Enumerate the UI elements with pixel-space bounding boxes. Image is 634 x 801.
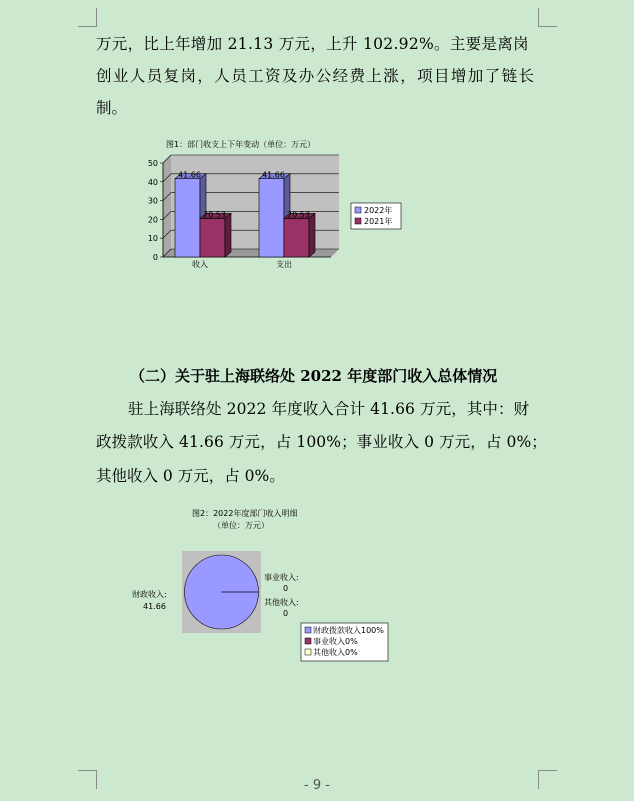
x-tick-label: 支出 xyxy=(276,260,292,269)
bar-2021年-支出 xyxy=(284,218,309,257)
pie-label-shiye-value: 0 xyxy=(283,584,289,593)
paragraph-line-6: 政拨款收入 41.66 万元，占 100%；事业收入 0 万元，占 0%； xyxy=(96,433,547,451)
pie-label-qita-name: 其他收入: xyxy=(264,598,299,607)
bar-chart xyxy=(148,155,401,269)
pie-legend-label: 事业收入0% xyxy=(313,637,358,646)
pie-legend-swatch xyxy=(305,638,311,644)
plot-side-wall xyxy=(163,155,171,257)
y-tick-label: 30 xyxy=(147,196,158,206)
x-tick-label: 收入 xyxy=(192,260,208,269)
y-tick-label: 0 xyxy=(152,253,158,262)
paragraph-line-7: 其他收入 0 万元，占 0%。 xyxy=(96,467,285,485)
pie-legend-label: 其他收入0% xyxy=(313,648,358,657)
page-number: - 9 - xyxy=(304,778,330,793)
data-label: 20.53 xyxy=(203,210,226,220)
paragraph-line-1: 万元，比上年增加 21.13 万元，上升 102.92%。主要是离岗 xyxy=(96,35,529,53)
bar-2022年-收入 xyxy=(175,179,200,257)
pie-label-caizheng-value: 41.66 xyxy=(143,602,166,611)
data-label: 41.66 xyxy=(262,170,285,180)
pie-legend-swatch xyxy=(305,627,311,633)
chart2-title: 图2：2022年度部门收入明细 xyxy=(192,509,298,518)
paragraph-line-3: 制。 xyxy=(96,99,128,117)
section-heading: （二）关于驻上海联络处 2022 年度部门收入总体情况 xyxy=(130,367,498,385)
pie-legend-swatch xyxy=(305,649,311,655)
legend-swatch xyxy=(355,218,361,224)
paragraph-line-5: 驻上海联络处 2022 年度收入合计 41.66 万元，其中：财 xyxy=(128,400,530,418)
bar-2021年-收入 xyxy=(200,218,225,257)
pie-chart xyxy=(132,551,388,661)
bar-side-2021年-支出 xyxy=(309,213,315,257)
legend-label: 2021年 xyxy=(364,217,393,226)
chart1-title: 图1：部门收支上下年变动（单位：万元） xyxy=(166,140,316,149)
pie-label-qita-value: 0 xyxy=(283,609,289,618)
y-tick-label: 50 xyxy=(147,159,158,168)
pie-legend-label: 财政拨款收入100% xyxy=(313,626,384,635)
legend-swatch xyxy=(355,207,361,213)
pie-label-caizheng-name: 财政收入: xyxy=(132,590,167,599)
paragraph-line-2: 创业人员复岗，人员工资及办公经费上涨，项目增加了链长 xyxy=(96,67,536,85)
bar-side-2021年-收入 xyxy=(225,213,231,257)
bar-2022年-支出 xyxy=(259,179,284,257)
data-label: 20.53 xyxy=(287,210,310,220)
pie-label-shiye-name: 事业收入: xyxy=(264,573,299,582)
y-tick-label: 10 xyxy=(147,234,158,244)
y-tick-label: 40 xyxy=(147,177,158,187)
legend-label: 2022年 xyxy=(364,206,393,215)
y-tick-label: 20 xyxy=(147,215,158,225)
chart2-subtitle: （单位：万元） xyxy=(213,521,269,530)
data-label: 41.66 xyxy=(178,170,201,180)
